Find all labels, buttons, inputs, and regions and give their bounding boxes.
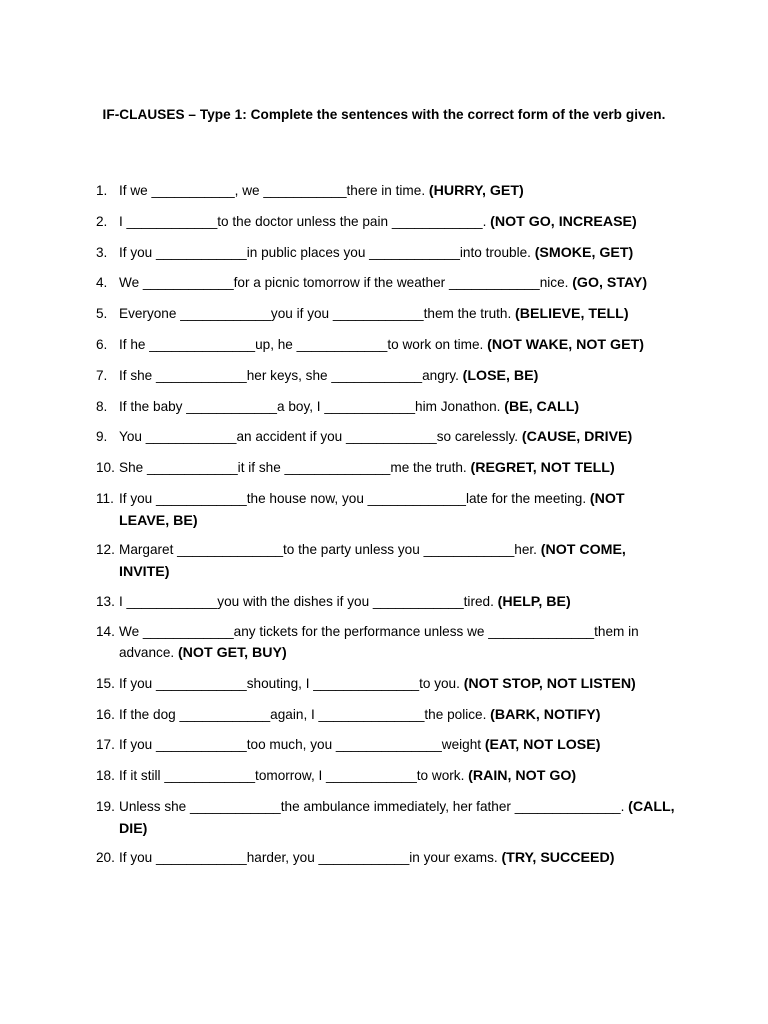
sentence-text: If you ____________shouting, I ______________to you. — [119, 676, 464, 691]
item-text — [119, 457, 736, 479]
sentence-text: Margaret ______________to the party unless you ____________her. — [119, 542, 541, 557]
verb-hint-continued: LEAVE, BE) — [119, 513, 198, 529]
item-number: 15. — [96, 676, 115, 691]
sentence-text: If you ____________in public places you ____________into trouble. — [119, 245, 535, 260]
item-number: 4. — [96, 275, 108, 290]
item-number: 10. — [96, 460, 115, 475]
item-text — [119, 396, 736, 418]
sentence-text: If he ______________up, he ____________to work on time. — [119, 337, 488, 352]
item-text — [119, 303, 736, 325]
verb-hint: (RAIN, NOT GO) — [468, 768, 577, 784]
sentence-text: She ____________it if she ______________me the truth. — [119, 460, 471, 475]
item-number: 6. — [96, 337, 108, 352]
verb-hint: (BELIEVE, TELL) — [515, 306, 629, 322]
verb-hint-continued: DIE) — [119, 821, 148, 837]
item-text — [119, 426, 736, 448]
item-number: 20. — [96, 850, 115, 865]
page-title: IF-CLAUSES – Type 1: Complete the sentences with the correct form of the verb given. — [102, 107, 666, 122]
verb-hint: (REGRET, NOT TELL) — [470, 460, 615, 476]
item-text — [119, 734, 736, 756]
verb-hint: (LOSE, BE) — [462, 368, 539, 384]
item-number: 9. — [96, 429, 108, 444]
item-text — [119, 847, 736, 869]
sentence-text: If you ____________too much, you ______________weight — [119, 737, 485, 752]
item-number: 12. — [96, 542, 115, 557]
item-text — [119, 334, 736, 356]
item-number: 11. — [96, 491, 114, 506]
verb-hint: (SMOKE, GET) — [534, 245, 634, 261]
item-text — [119, 765, 736, 787]
sentence-text: If the dog ____________again, I ______________the police. — [119, 707, 491, 722]
item-text — [119, 704, 736, 726]
sentence-text: Unless she ____________the ambulance immediately, her father ______________. — [119, 799, 629, 814]
item-number: 19. — [96, 799, 115, 814]
item-text — [119, 242, 736, 264]
sentence-text: If she ____________her keys, she ____________angry. — [119, 368, 463, 383]
verb-hint: (EAT, NOT LOSE) — [484, 737, 601, 753]
verb-hint: (TRY, SUCCEED) — [501, 850, 615, 866]
item-text — [119, 211, 736, 233]
sentence-text: We ____________for a picnic tomorrow if the weather ____________nice. — [119, 275, 573, 290]
item-number: 7. — [96, 368, 108, 383]
item-number: 13. — [96, 594, 115, 609]
sentence-text: If you ____________the house now, you _____________late for the meeting. — [119, 491, 590, 506]
item-number: 8. — [96, 399, 108, 414]
item-text — [119, 272, 736, 294]
item-number: 14. — [96, 624, 115, 639]
verb-hint: (HURRY, GET) — [428, 183, 524, 199]
item-number: 2. — [96, 214, 108, 229]
item-text — [119, 488, 736, 532]
item-text — [119, 180, 736, 202]
sentence-text: I ____________you with the dishes if you ____________tired. — [119, 594, 498, 609]
verb-hint: (BARK, NOTIFY) — [490, 707, 601, 723]
sentence-text-continued: advance. — [119, 645, 178, 660]
sentence-text: We ____________any tickets for the performance unless we ______________them in — [119, 624, 639, 639]
sentence-text: You ____________an accident if you ____________so carelessly. — [119, 429, 522, 444]
verb-hint: (CALL, — [628, 799, 675, 815]
item-text — [119, 673, 736, 695]
item-text — [119, 621, 736, 664]
item-number: 5. — [96, 306, 108, 321]
item-text — [119, 365, 736, 387]
verb-hint: (BE, CALL) — [504, 399, 580, 415]
verb-hint: (NOT STOP, NOT LISTEN) — [463, 676, 636, 692]
verb-hint: (HELP, BE) — [497, 594, 571, 610]
item-number: 3. — [96, 245, 108, 260]
verb-hint-continued: INVITE) — [119, 564, 170, 580]
item-text — [119, 591, 736, 613]
sentence-text: If the baby ____________a boy, I ____________him Jonathon. — [119, 399, 505, 414]
item-text — [119, 796, 736, 840]
item-number: 16. — [96, 707, 115, 722]
sentence-text: If you ____________harder, you ____________in your exams. — [119, 850, 502, 865]
verb-hint: (CAUSE, DRIVE) — [521, 429, 633, 445]
verb-hint: (NOT COME, — [540, 542, 626, 558]
sentence-text: If we ___________, we ___________there in time. — [119, 183, 429, 198]
sentence-text: I ____________to the doctor unless the pain ____________. — [119, 214, 491, 229]
verb-hint: (NOT WAKE, NOT GET) — [487, 337, 644, 353]
item-number: 1. — [96, 183, 108, 198]
item-number: 18. — [96, 768, 115, 783]
item-text — [119, 539, 736, 583]
verb-hint: (GO, STAY) — [572, 275, 648, 291]
sentence-text: Everyone ____________you if you ____________them the truth. — [119, 306, 516, 321]
sentence-text: If it still ____________tomorrow, I ____________to work. — [119, 768, 469, 783]
verb-hint: (NOT GO, INCREASE) — [490, 214, 637, 230]
verb-hint: (NOT — [589, 491, 625, 507]
verb-hint-continued: (NOT GET, BUY) — [177, 645, 287, 661]
item-number: 17. — [96, 737, 115, 752]
